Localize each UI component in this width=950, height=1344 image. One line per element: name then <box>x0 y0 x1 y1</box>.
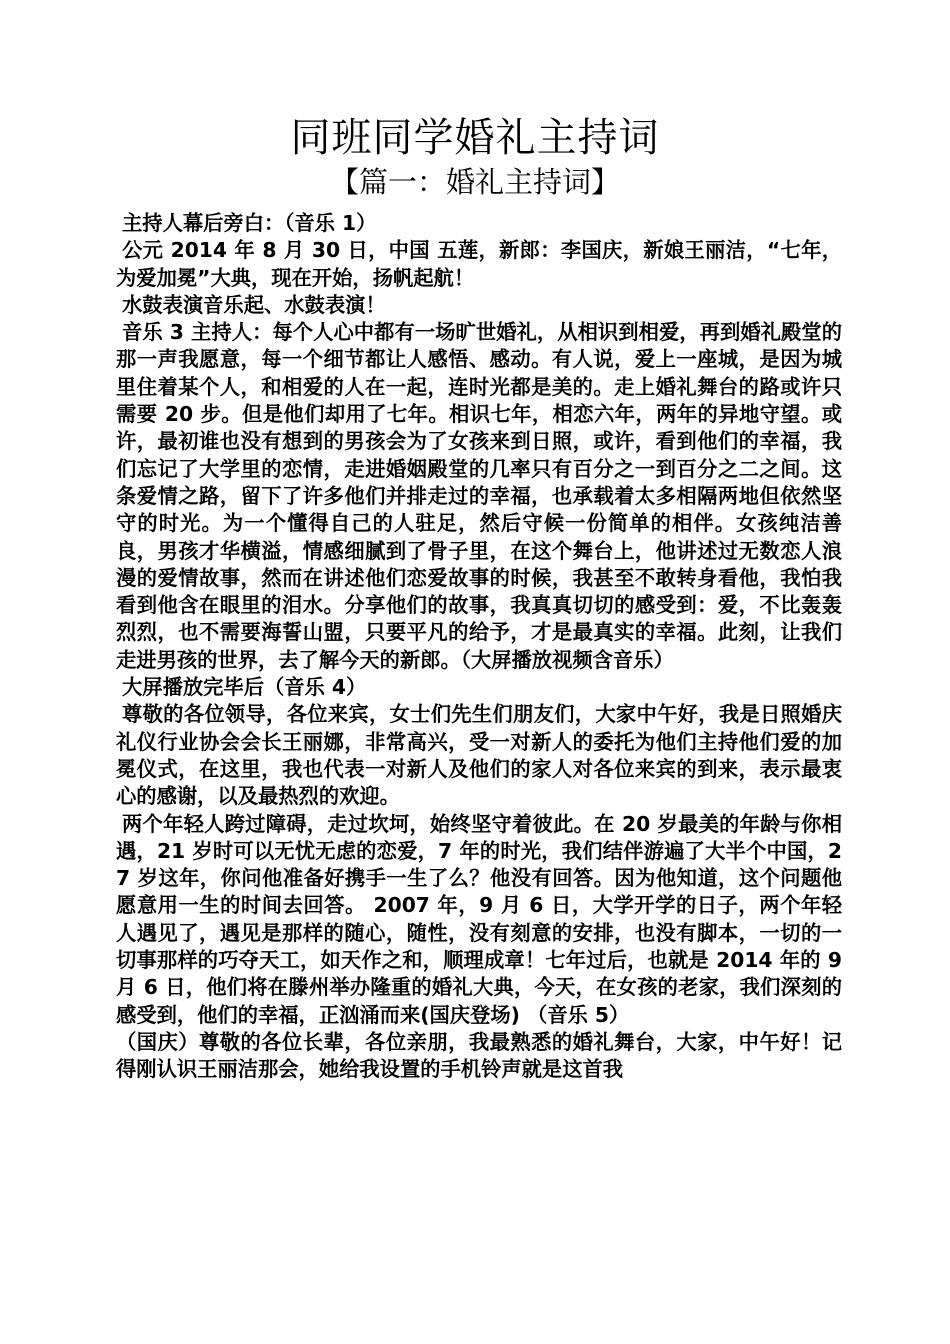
paragraph: 公元 2014 年 8 月 30 日，中国 五莲，新郎：李国庆，新娘王丽洁，“七年，为爱加冕”大典，现在开始，扬帆起航！ <box>116 238 842 290</box>
paragraph: 大屏播放完毕后（音乐 4） <box>122 675 367 700</box>
paragraph: 尊敬的各位领导，各位来宾，女士们先生们朋友们，大家中午好，我是日照婚庆礼仪行业协会会长王丽娜，非常高兴，受一对新人的委托为他们主持他们爱的加冕仪式，在这里，我也代表一对新人及他们的家人对各位来宾的到来，表示最衷心的感谢，以及最热烈的欢迎。 <box>116 702 842 809</box>
paragraph: 两个年轻人跨过障碍，走过坎坷，始终坚守着彼此。在 20 岁最美的年龄与你相遇，21 岁时可以无忧无虑的恋爱，7 年的时光，我们结伴游遍了大半个中国，27 岁这年，你问他准备好携手一生了么？他没有回答。因为他知道，这个问题他愿意用一生的时间去回答。 2007 年，9 月 6 日，大学开学的日子，两个年轻人遇见了，遇见是那样的随心，随性，没有刻意的安排，也没有脚本，一切的一切事那样的巧夺天工，如天作之和，顺理成章！七年过后，也就是 2014 年的 9 月 6 日，他们将在滕州举办隆重的婚礼大典，今天，在女孩的老家，我们深刻的感受到，他们的幸福，正汹涌而来(国庆登场) （音乐 5） <box>116 811 842 1027</box>
document-body <box>116 210 842 1084</box>
paragraph: 主持人幕后旁白：（音乐 1） <box>122 211 377 235</box>
document-title: 同班同学婚礼主持词 <box>290 115 660 161</box>
paragraph: 音乐 3 主持人：每个人心中都有一场旷世婚礼，从相识到相爱，再到婚礼殿堂的那一声我愿意，每一个细节都让人感悟、感动。有人说，爱上一座城，是因为城里住着某个人，和相爱的人在一起，连时光都是美的。走上婚礼舞台的路或许只需要 20 步。但是他们却用了七年。相识七年，相恋六年，两年的异地守望。或许，最初谁也没有想到的男孩会为了女孩来到日照，或许，看到他们的幸福，我们忘记了大学里的恋情，走进婚姻殿堂的几率只有百分之一到百分之二之间。这条爱情之路，留下了许多他们并排走过的幸福，也承载着太多相隔两地但依然坚守的时光。为一个懂得自己的人驻足，然后守候一份简单的相伴。女孩纯洁善良，男孩才华横溢，情感细腻到了骨子里，在这个舞台上，他讲述过无数恋人浪漫的爱情故事，然而在讲述他们恋爱故事的时候，我甚至不敢转身看他，我怕我看到他含在眼里的泪水。分享他们的故事，我真真切切的感受到：爱，不比轰轰烈烈，也不需要海誓山盟，只要平凡的给予，才是最真实的幸福。此刻，让我们走进男孩的世界，去了解今天的新郎。（大屏播放视频含音乐） <box>116 320 842 672</box>
document-subtitle: 【篇一：婚礼主持词】 <box>329 165 620 199</box>
paragraph: 水鼓表演音乐起、水鼓表演！ <box>122 292 386 317</box>
paragraph: （国庆）尊敬的各位长辈，各位亲朋，我最熟悉的婚礼舞台，大家，中午好！记得刚认识王丽洁那会，她给我设置的手机铃声就是这首我 <box>116 1029 842 1082</box>
